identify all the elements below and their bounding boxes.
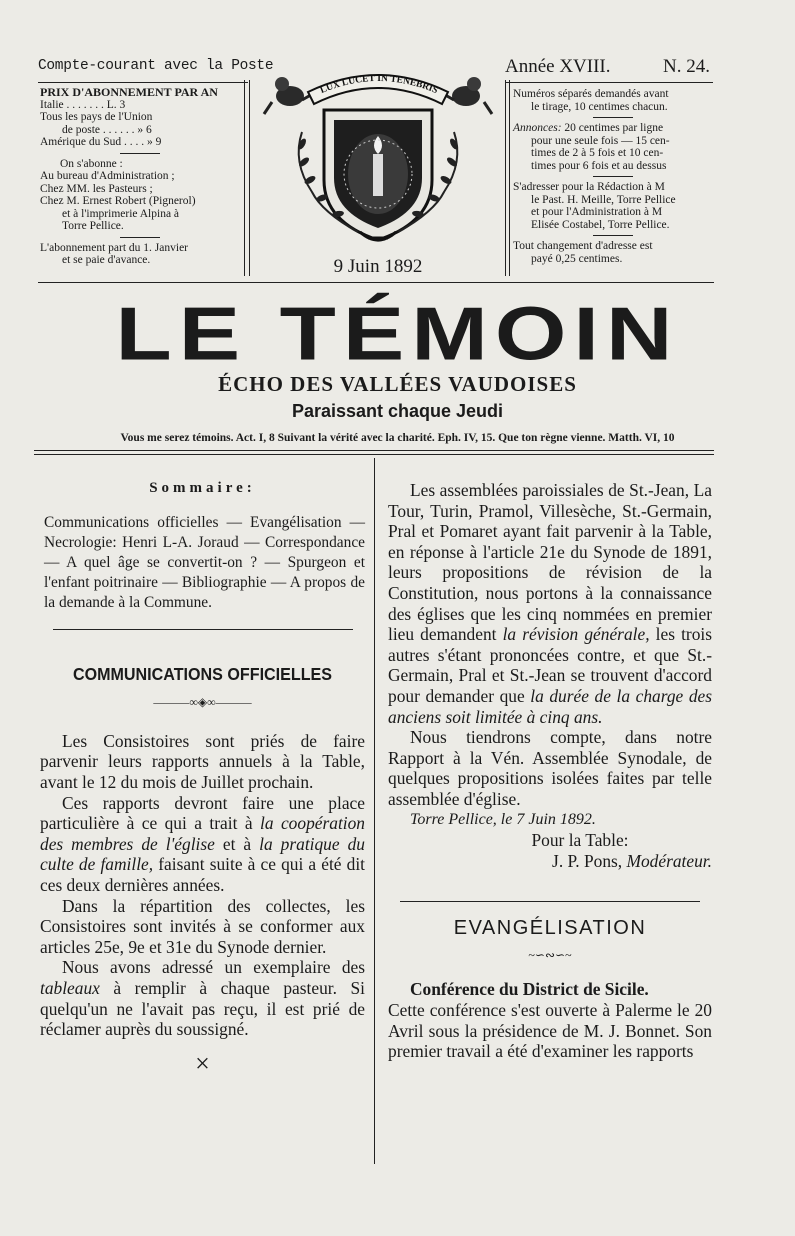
contact-address: le Past. H. Meille, Torre Pellice — [531, 193, 676, 206]
section-title-communications: COMMUNICATIONS OFFICIELLES — [72, 663, 333, 684]
subscribe-title: On s'abonne : — [60, 157, 123, 170]
paragraph: Les assemblées paroissiales de St.-Jean, La Tour, Turin, Pramol, Villesèche, St.-Germain, Pral et Pomaret ayant fait parvenir à la Table, en réponse à l'article 21e du Synode de 1891, leurs propositions de révision de la Constitution, nous portons à la connaissance des églises que les cinq nommées en premier lieu demandent la révision générale, les trois autres s'étant prononcées contre, et que St.-Germain, Pral et St.-Jean se trouvent d'accord pour demander que la durée de la charge des anciens soit limitée à cinq ans. — [388, 480, 712, 727]
contact-address: et pour l'Administration à M — [531, 206, 663, 218]
subscribe-line: Au bureau d'Administration ; — [40, 170, 175, 182]
sommaire-title: Sommaire: — [149, 480, 256, 496]
address-change: payé 0,25 centimes. — [531, 252, 623, 265]
paragraph: Nous avons adressé un exemplaire des tableaux à remplir à chaque pasteur. Si quelqu'un ne l'avait pas reçu, il est prié de réclamer auprès du soussigné. — [40, 957, 365, 1040]
place-date: Torre Pellice, le 7 Juin 1892. — [410, 810, 596, 828]
column-divider — [374, 458, 375, 1164]
end-mark: × — [195, 1048, 210, 1078]
newspaper-subtitle: ÉCHO DES VALLÉES VAUDOISES — [218, 372, 577, 396]
right-column — [388, 480, 712, 1062]
issue-date: 9 Juin 1892 — [333, 256, 423, 277]
section-title-evangelisation: EVANGÉLISATION — [453, 917, 647, 940]
sommaire-text: Communications officielles — Evangélisation — Necrologie: Henri L-A. Joraud — Correspondance — A quel âge se convertit-on ? — Spurgeon et l'enfant poitrinaire — Bibliographie — A propos de la demande à la Commune. — [44, 513, 365, 611]
price-italy: Italie . . . . . . . L. 3 — [40, 98, 126, 111]
contact-address: Elisée Costabel, Torre Pellice. — [531, 218, 670, 231]
paragraph: Nous tiendrons compte, dans notre Rapport à la Vén. Assemblée Synodale, de quelques propositions isolées faites par telle assemblée d'église. — [388, 727, 712, 809]
left-column — [40, 478, 365, 1078]
svg-text:LUX LUCET IN TENEBRIS: LUX LUCET IN TENEBRIS — [318, 73, 440, 97]
subscribe-line: Torre Pellice. — [62, 220, 124, 232]
ornament-divider: ———∞◈∞——— — [153, 695, 252, 710]
info-box — [513, 88, 713, 265]
single-issue-price: Numéros séparés demandés avant — [513, 88, 669, 100]
price-union: Tous les pays de l'Union — [40, 111, 153, 123]
address-change: Tout changement d'adresse est — [513, 240, 653, 252]
ads-price: Annonces: 20 centimes par ligne — [513, 122, 664, 134]
subscribe-line: et à l'imprimerie Alpina à — [62, 207, 180, 220]
paragraph: Les Consistoires sont priés de faire parvenir leurs rapports annuels à la Table, avant le 12 du mois de Juillet prochain. — [40, 730, 365, 792]
for-table: Pour la Table: — [531, 830, 629, 851]
signature: J. P. Pons, Modérateur. — [552, 850, 712, 871]
price-union-post: de poste . . . . . . » 6 — [62, 123, 152, 136]
postal-account: Compte-courant avec la Poste — [38, 58, 274, 74]
church-emblem-icon — [262, 62, 494, 252]
ads-price: pour une seule fois — 15 cen- — [531, 134, 670, 147]
newspaper-tagline: Paraissant chaque Jeudi — [291, 401, 504, 421]
paragraph: Ces rapports devront faire une place particulière à ce qui a trait à la coopération des membres de l'église et à la pratique du culte de famille, faisant suite à ce qui a été dit ces deux dernières années. — [40, 792, 365, 895]
epigraph: Vous me serez témoins. Act. I, 8 Suivant la vérité avec la charité. Eph. IV, 15. Que ton règne vienne. Matth. VI, 10 — [120, 432, 675, 444]
ornament-divider: ~∽∾∽~ — [528, 947, 572, 962]
contact-address: S'adresser pour la Rédaction à M — [513, 181, 665, 193]
ads-price: times de 2 à 5 fois et 10 cen- — [531, 147, 664, 159]
subscription-payment: et se paie d'avance. — [62, 254, 151, 266]
ads-price: times pour 6 fois et au dessus — [531, 159, 667, 172]
conference-title: Conférence du District de Sicile. — [410, 979, 649, 1000]
subscription-box — [40, 86, 240, 267]
price-south-america: Amérique du Sud . . . . » 9 — [40, 136, 162, 148]
subscribe-line: Chez M. Ernest Robert (Pignerol) — [40, 195, 196, 207]
subscription-title: PRIX D'ABONNEMENT PAR AN — [40, 85, 218, 99]
paragraph: Cette conférence s'est ouverte à Palerme le 20 Avril sous la présidence de M. J. Bonnet. Son premier travail a été d'examiner les rapports — [388, 1000, 712, 1062]
newspaper-title: LE TÉMOIN — [115, 292, 680, 376]
subscribe-line: Chez MM. les Pasteurs ; — [40, 182, 153, 195]
year-label: Année XVIII. — [505, 56, 611, 77]
paragraph: Dans la répartition des collectes, les Consistoires sont invités à se conformer aux articles 25e, 9e et 31e du Synode dernier. — [40, 895, 365, 957]
single-issue-price: le tirage, 10 centimes chacun. — [531, 100, 668, 113]
issue-number: N. 24. — [663, 56, 710, 77]
subscription-start: L'abonnement part du 1. Janvier — [40, 241, 189, 254]
